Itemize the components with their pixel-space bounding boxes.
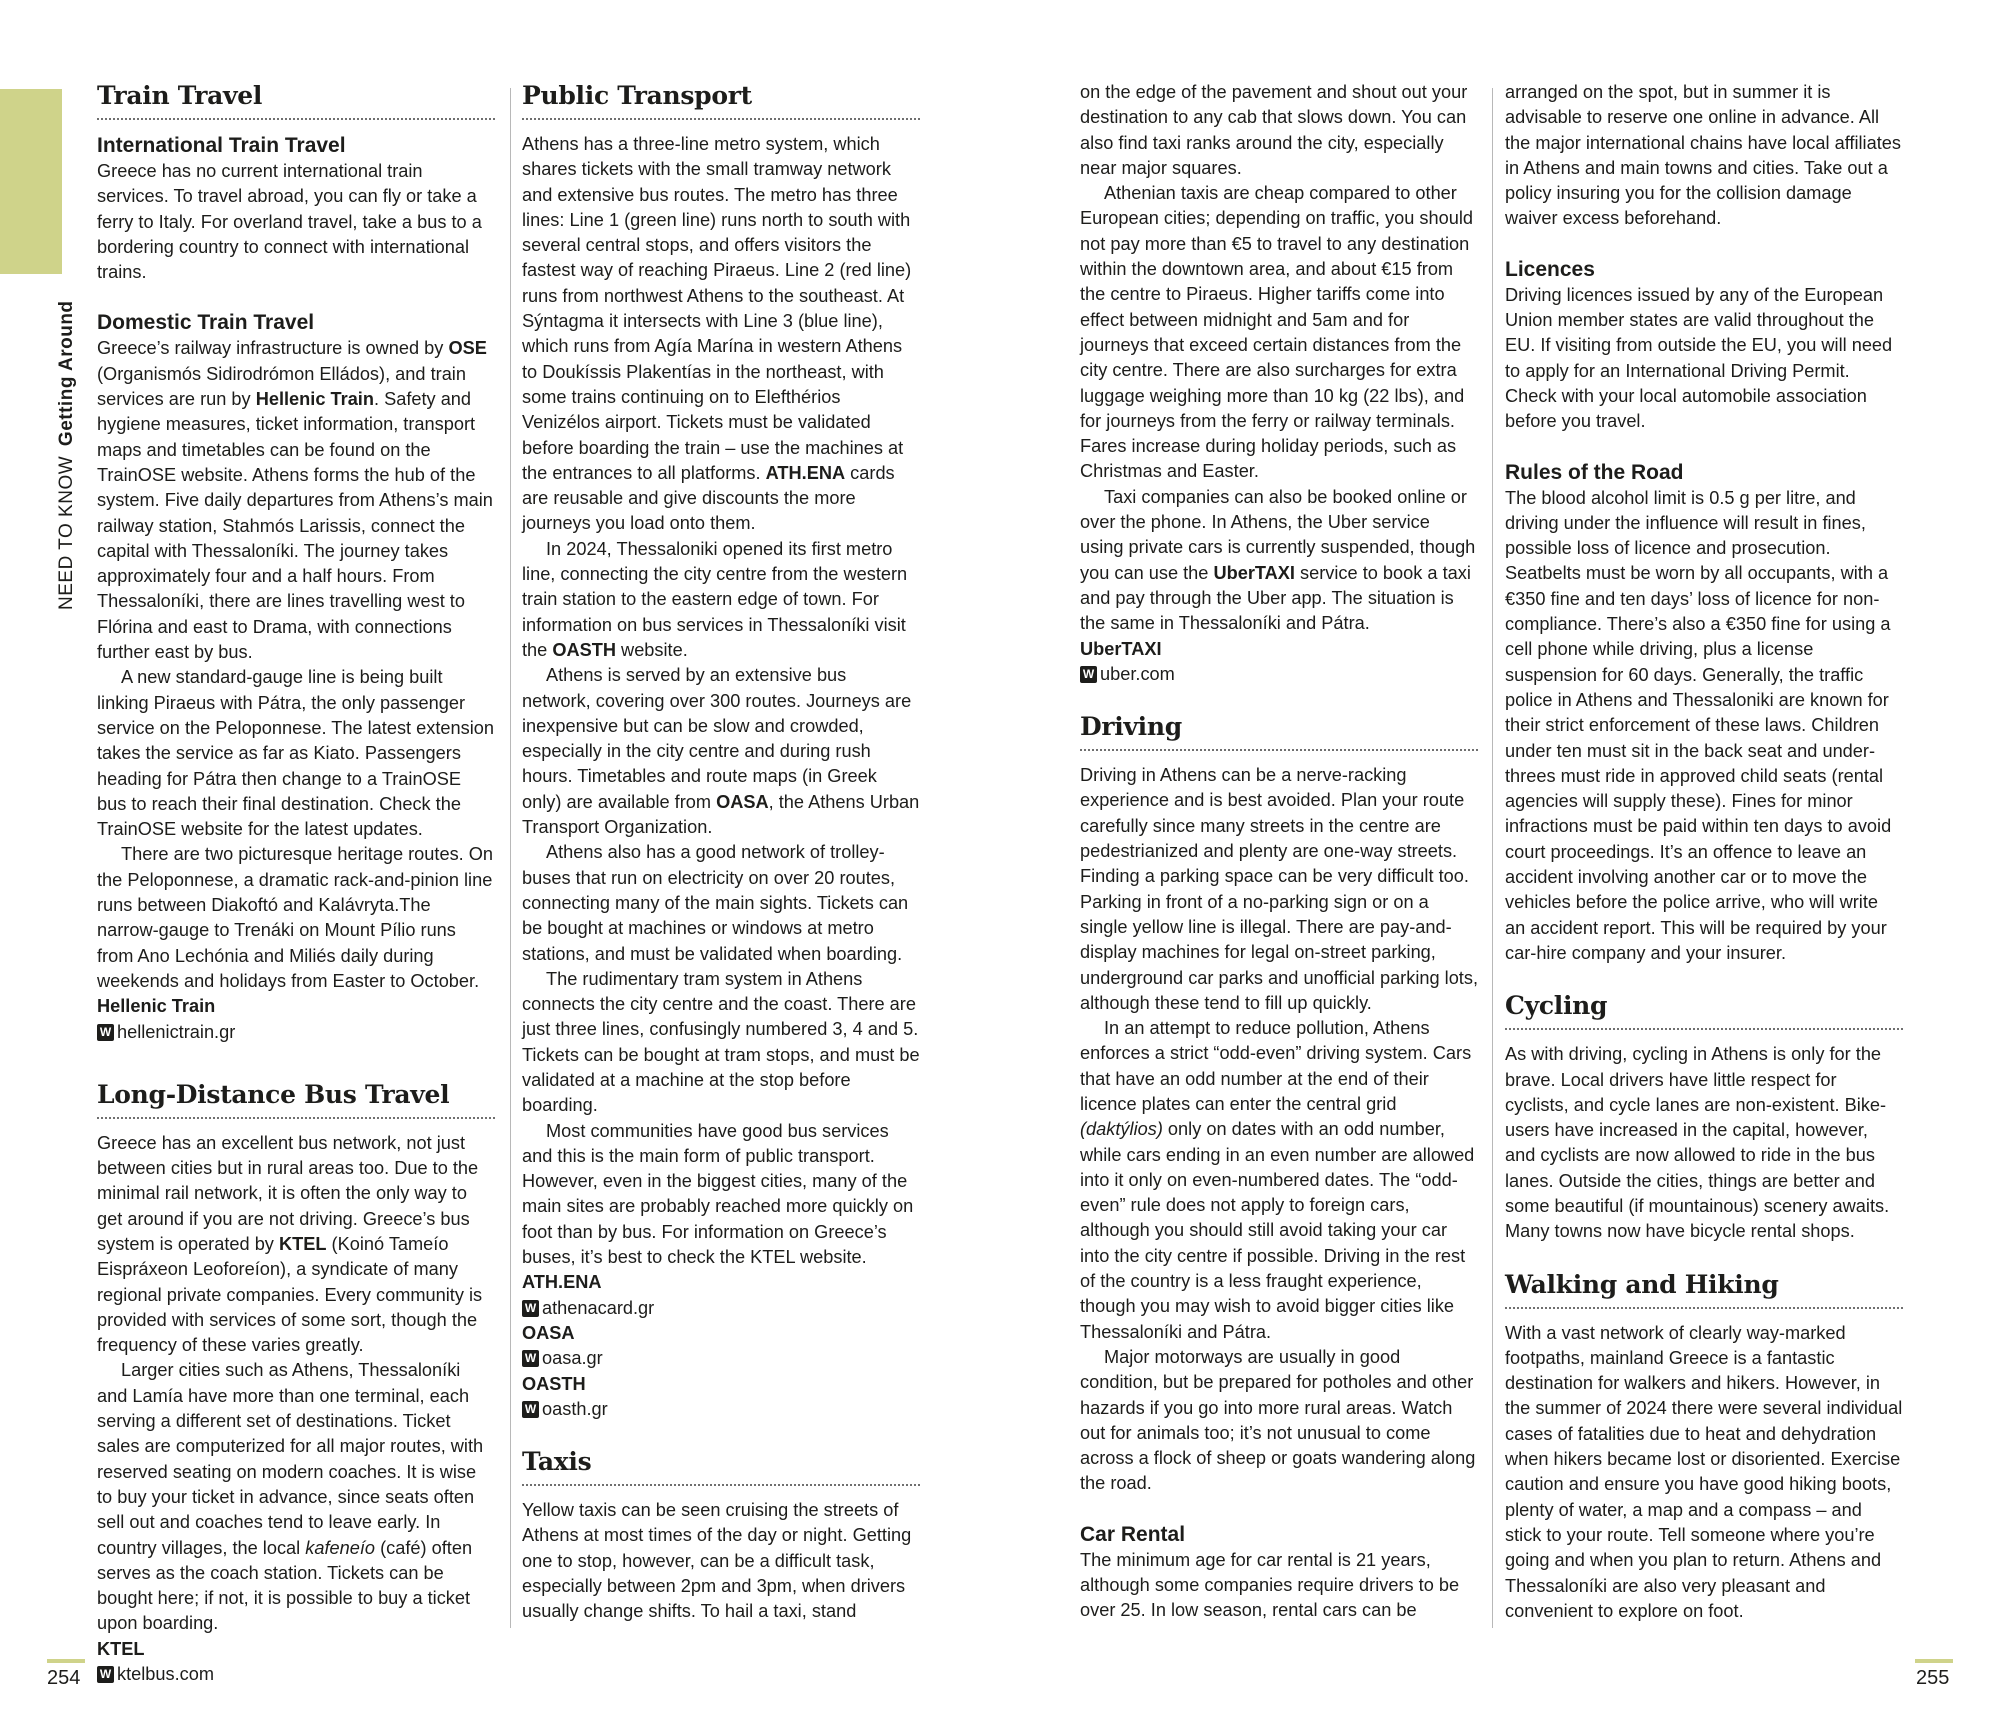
athena-highlight: ATH.ENA [765, 462, 846, 483]
column-3 [1080, 80, 1478, 1624]
subheading-rules-of-road: Rules of the Road [1505, 460, 1684, 484]
paragraph: Greece has no current international train services. To travel abroad, you can fly or take a ferry to Italy. For overland travel, take a bus to a bordering country to connect with international trains. [97, 161, 482, 283]
ref-athena: ATH.ENA [522, 1272, 602, 1293]
paragraph: In 2024, Thessaloniki opened its first metro line, connecting the city centre from the western train station to the eastern edge of town. For information on bus services in Thessaloníki visit the OASTH website. [522, 538, 908, 660]
running-head [56, 300, 78, 610]
paragraph: The rudimentary tram system in Athens connects the city centre and the coast. There are just three lines, confusingly numbered 3, 4 and 5. Tickets can be bought at tram stops, and must be validated at a machine at the stop before boarding. [522, 968, 920, 1116]
paragraph: The blood alcohol limit is 0.5 g per litre, and driving under the influence will result in fines, possible loss of licence and prosecution. Seatbelts must be worn by all occupants, with a €350 fine and ten days’ loss of licence for non-compliance. There’s also a €350 fine for using a cell phone while driving, plus a license suspension for 60 days. Generally, the traffic police in Athens and Thessaloniki are known for their strict enforcement of these laws. Children under ten must sit in the back seat and under-threes must ride in approved child seats (rental agencies will supply these). Fines for minor infractions must be paid within ten days to avoid court proceedings. It’s an offence to leave an accident involving another car or to move the vehicles before the police arrive, who will write an accident report. This will be required by your car-hire company and your insurer. [1505, 487, 1892, 963]
paragraph: Athens is served by an extensive bus network, covering over 300 routes. Journeys are inexpensive but can be slow and crowded, especially in the city centre and during rush hours. Timetables and route maps (in Greek only) are available from OASA, the Athens Urban Transport Organization. [522, 665, 920, 838]
hellenic-train-highlight: Hellenic Train [255, 389, 374, 410]
chapter-tab [0, 89, 62, 274]
heading-cycling: Cycling [1505, 990, 1903, 1030]
link-ktelbus[interactable]: W ktelbus.com [97, 1662, 495, 1687]
page-number-bar [1915, 1659, 1953, 1663]
paragraph: There are two picturesque heritage routes. On the Peloponnese, a dramatic rack-and-pinion line runs between Diakoftó and Kalávryta.The narrow-gauge to Trenáki on Mount Pílio runs from Ano Lechónia and Miliés daily during weekends and holidays from Easter to October. [97, 844, 494, 991]
section-label: NEED TO KNOW [56, 455, 77, 610]
column-divider [510, 88, 511, 1628]
subheading-licences: Licences [1505, 257, 1595, 281]
paragraph: Major motorways are usually in good condition, but be prepared for potholes and other hazards if you go into more rural areas. Watch out for animals too; it’s not unusual to come across a flock of sheep or goats wandering along the road. [1080, 1346, 1476, 1494]
ktel-highlight: KTEL [278, 1233, 327, 1254]
heading-long-distance-bus: Long-Distance Bus Travel [97, 1079, 495, 1119]
page-number-left: 254 [47, 1667, 81, 1689]
link-oasth[interactable]: W oasth.gr [522, 1397, 920, 1422]
paragraph: Athens has a three-line metro system, which shares tickets with the small tramway network and extensive bus routes. The metro has three lines: Line 1 (green line) runs north to south with several central stops, and offers visitors the fastest way of reaching Piraeus. Line 2 (red line) runs from northwest Athens to the southeast. At Sýntagma it intersects with Line 3 (blue line), which runs from Agía Marína in western Athens to Doukíssis Plakentías in the northeast, with some trains continuing on to Elefthérios Venizélos airport. Tickets must be validated before boarding the train – use the machines at the entrances to all platforms. ATH.ENA cards are reusable and give discounts the more journeys you load onto them. [522, 134, 912, 534]
ref-oasth: OASTH [522, 1373, 586, 1394]
web-icon: W [522, 1401, 539, 1418]
paragraph: on the edge of the pavement and shout out your destination to any cab that slows down. You can also find taxi ranks around the city, especially near major squares. [1080, 82, 1468, 178]
column-1 [97, 80, 495, 1687]
paragraph: As with driving, cycling in Athens is only for the brave. Local drivers have little respect for cyclists, and cycle lanes are non-existent. Bike-users have increased in the capital, however, and cyclists are now allowed to ride in the bus lanes. Outside the cities, things are better and some beautiful (if mountainous) scenery awaits. Many towns now have bicycle rental shops. [1505, 1044, 1890, 1242]
link-hellenictrain[interactable]: W hellenictrain.gr [97, 1020, 495, 1045]
ose-highlight: OSE [448, 338, 487, 359]
subheading-international: International Train Travel [97, 134, 346, 157]
heading-train-travel: Train Travel [97, 80, 495, 120]
paragraph: Athenian taxis are cheap compared to other European cities; depending on traffic, you should not pay more than €5 to travel to any destination within the downtown area, and about €15 from the centre to Piraeus. Higher tariffs come into effect between midnight and 5am and for journeys that exceed certain distances from the city centre. There are also surcharges for extra luggage weighing more than 10 kg (22 lbs), and for journeys from the ferry or railway terminals. Fares increase during holiday periods, such as Christmas and Easter. [1080, 183, 1473, 482]
paragraph: Yellow taxis can be seen cruising the streets of Athens at most times of the day or night. Getting one to stop, however, can be a difficult task, especially between 2pm and 3pm, when drivers usually change shifts. To hail a taxi, stand [522, 1500, 912, 1622]
web-icon: W [522, 1350, 539, 1367]
column-divider [1492, 88, 1493, 1628]
column-4 [1505, 80, 1903, 1624]
paragraph: Most communities have good bus services and this is the main form of public transport. However, even in the biggest cities, many of the main sites are probably reached more quickly on foot than by bus. For information on Greece’s buses, it’s best to check the KTEL website. [522, 1120, 914, 1268]
paragraph: The minimum age for car rental is 21 years, although some companies require drivers to be over 25. In low season, rental cars can be [1080, 1549, 1460, 1621]
page-number-right: 255 [1916, 1667, 1950, 1689]
paragraph: A new standard-gauge line is being built linking Piraeus with Pátra, the only passenger service on the Peloponnese. The latest extension takes the service as far as Kiato. Passengers heading for Pátra then change to a TrainOSE bus to reach their final destination. Check the TrainOSE website for the latest updates. [97, 667, 495, 840]
paragraph: Driving licences issued by any of the European Union member states are valid throughout the EU. If visiting from outside the EU, you will need to apply for an International Driving Permit. Check with your local automobile association before you travel. [1505, 284, 1893, 432]
link-oasa[interactable]: W oasa.gr [522, 1346, 920, 1371]
ubertaxi-highlight: UberTAXI [1213, 562, 1295, 583]
heading-driving: Driving [1080, 711, 1478, 751]
heading-taxis: Taxis [522, 1446, 920, 1486]
paragraph: With a vast network of clearly way-marked footpaths, mainland Greece is a fantastic destination for walkers and hikers. However, in the summer of 2024 there were several individual cases of fatalities due to heat and dehydration when hikers became lost or disoriented. Exercise caution and ensure you have good hiking boots, plenty of water, a map and a compass – and stick to your route. Tell someone where you’re going and when you plan to return. Athens and Thessaloníki are also very pleasant and convenient to explore on foot. [1505, 1322, 1903, 1621]
heading-walking-hiking: Walking and Hiking [1505, 1269, 1903, 1309]
paragraph: Taxi companies can also be booked online or over the phone. In Athens, the Uber service using private cars is currently suspended, though you can use the UberTAXI service to book a taxi and pay through the Uber app. The situation is the same in Thessaloníki and Pátra. [1080, 486, 1476, 634]
paragraph: Larger cities such as Athens, Thessaloníki and Lamía have more than one terminal, each serving a different set of destinations. Ticket sales are computerized for all major routes, with reserved seating on modern coaches. It is wise to buy your ticket in advance, since seats often sell out and coaches tend to leave early. In country villages, the local kafeneío (café) often serves as the coach station. Tickets can be bought here; if not, it is possible to buy a ticket upon boarding. [97, 1360, 484, 1634]
page-number-bar [47, 1659, 85, 1663]
subheading-car-rental: Car Rental [1080, 1522, 1186, 1546]
column-2 [522, 80, 920, 1625]
ref-ktel: KTEL [97, 1638, 145, 1659]
oasa-highlight: OASA [716, 791, 769, 812]
ref-oasa: OASA [522, 1322, 575, 1343]
web-icon: W [97, 1024, 114, 1041]
web-icon: W [1080, 666, 1097, 683]
paragraph: Athens also has a good network of trolley-buses that run on electricity on over 20 routes, connecting many of the main sights. Tickets can be bought at machines or windows at metro stations, and must be validated when boarding. [522, 842, 909, 964]
ref-ubertaxi: UberTAXI [1080, 638, 1162, 659]
web-icon: W [522, 1300, 539, 1317]
link-athenacard[interactable]: W athenacard.gr [522, 1296, 920, 1321]
paragraph: In an attempt to reduce pollution, Athens enforces a strict “odd-even” driving system. Cars that have an odd number at the end of their licence plates can enter the central grid (daktýlios) only on dates with an odd number, while cars ending in an even number are allowed into it only on even-numbered dates. The “odd-even” rule does not apply to foreign cars, although you should still avoid taking your car into the city centre if possible. Driving in the rest of the country is a less fraught experience, though you may wish to avoid bigger cities like Thessaloníki and Pátra. [1080, 1018, 1475, 1342]
heading-public-transport: Public Transport [522, 80, 920, 120]
oasth-highlight: OASTH [552, 639, 616, 660]
paragraph: Greece has an excellent bus network, not just between cities but in rural areas too. Due to the minimal rail network, it is often the only way to get around if you are not driving. Greece’s bus system is operated by KTEL (Koinó Tameío Eispráxeon Leoforeíon), a syndicate of many regional private companies. Every community is provided with services of some sort, though the frequency of these varies greatly. [97, 1132, 483, 1356]
paragraph: Greece’s railway infrastructure is owned by OSE (Organismós Sidirodrómon Elládos), and train services are run by Hellenic Train. Safety and hygiene measures, ticket information, transport maps and timetables can be found on the TrainOSE website. Athens forms the hub of the system. Five daily departures from Athens’s main railway station, Stahmós Larissis, connect the capital with Thessaloníki. The journey takes approximately four and a half hours. From Thessaloníki, there are lines travelling west to Flórina and east to Drama, with connections further east by bus. [97, 338, 493, 663]
paragraph: Driving in Athens can be a nerve-racking experience and is best avoided. Plan your route carefully since many streets in the centre are pedestrianized and plenty are one-way streets. Finding a parking space can be very difficult too. Parking in front of a no-parking sign or on a single yellow line is illegal. There are pay-and-display machines for legal on-street parking, underground car parks and unofficial parking lots, although these tend to fill up quickly. [1080, 765, 1479, 1013]
chapter-label: Getting Around [56, 300, 77, 447]
paragraph: arranged on the spot, but in summer it is advisable to reserve one online in advance. All the major international chains have local affiliates in Athens and main towns and cities. Take out a policy insuring you for the collision damage waiver excess beforehand. [1505, 82, 1901, 229]
subheading-domestic: Domestic Train Travel [97, 311, 315, 335]
web-icon: W [97, 1666, 114, 1683]
link-uber[interactable]: W uber.com [1080, 662, 1478, 687]
ref-hellenic-train: Hellenic Train [97, 996, 216, 1017]
